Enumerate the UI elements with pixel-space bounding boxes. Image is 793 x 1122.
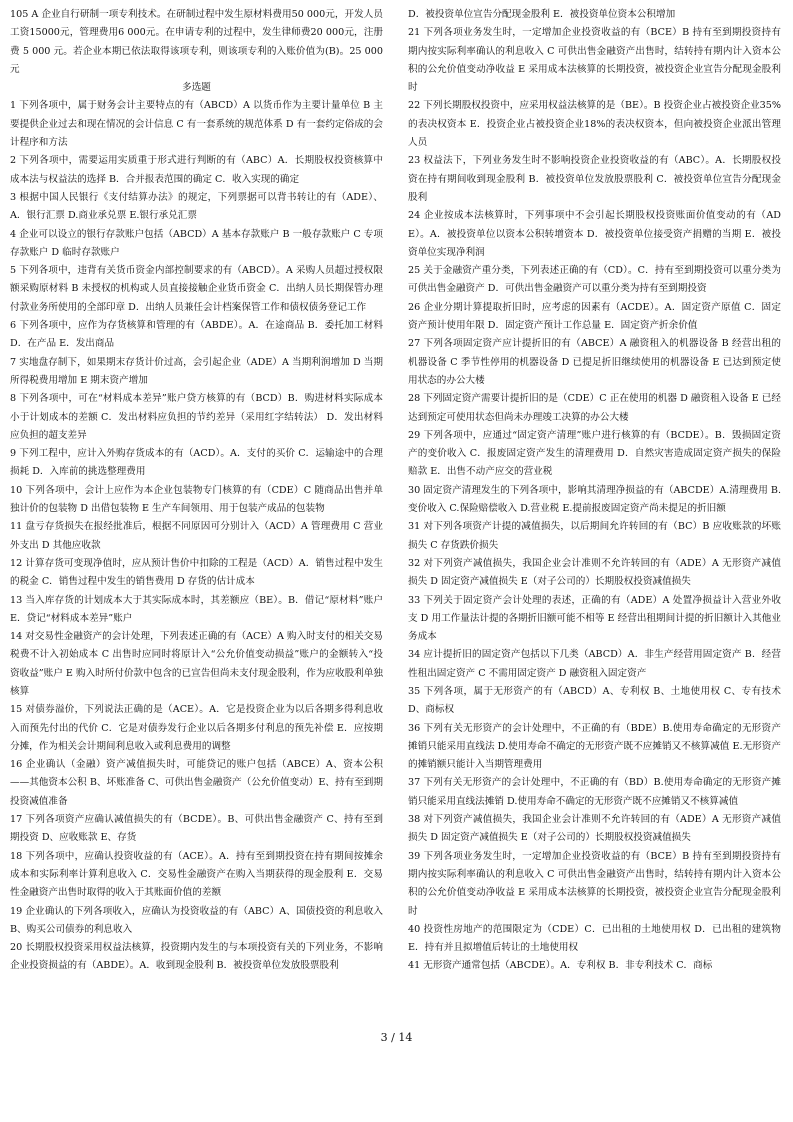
question-paragraph: 7 实地盘存制下，如果期末存货计价过高，会引起企业（ADE）A 当期利润增加 D 当期所得税费用增加 E 期末资产增加	[10, 356, 383, 386]
question-paragraph: 10 下列各项中，会计上应作为本企业包装物专门核算的有（CDE）C 随商品出售并单独计价的包装物 D 出借包装物 E 生产车间领用、用于包装产成品的包装物	[10, 484, 383, 515]
question-paragraph: 33 下列关于固定资产会计处理的表述，正确的有（ADE）A 处置净损益计入营业外收支 D 用工作量法计提的各期折旧额可能不相等 E 经营出租期间计提的折旧额计入其他业务成本	[408, 594, 781, 643]
question-paragraph: 19 企业确认的下列各项收入，应确认为投资收益的有（ABC）A、国债投资的利息收入 B、购买公司债券的利息收入	[10, 905, 383, 935]
question-paragraph: 3 根据中国人民银行《支付结算办法》的规定，下列票据可以背书转让的有（ADE）、A．银行汇票 D.商业承兑票 E.银行承兑汇票	[10, 191, 383, 222]
question-paragraph: 26 企业分期计算提取折旧时，应考虑的因素有（ACDE）。A．固定资产原值 C．固定资产预计使用年限 D．固定资产预计工作总量 E．固定资产折余价值	[408, 301, 781, 332]
page-number: 3 / 14	[380, 1031, 413, 1044]
question-paragraph: 23 权益法下，下列业务发生时不影响投资企业投资收益的有（ABC）。A．长期股权投资在持有期间收到现金股利 B．被投资单位发放股票股利 C．被投资单位宣告分配现金股利	[408, 155, 781, 203]
question-paragraph: D．被投资单位宣告分配现金股利 E．被投资单位资本公积增加	[408, 9, 676, 20]
section-heading: 多选题	[182, 82, 211, 94]
question-paragraph: 29 下列各项中，应通过“固定资产清理”账户进行核算的有（BCDE）。B．毁损固定资产的变价收入 C．报废固定资产发生的清理费用 D．自然灾害造成固定资产损失的保险赔款 E．出售不动产应交的营业税	[408, 429, 781, 478]
question-paragraph: 24 企业按成本法核算时，下列事项中不会引起长期股权投资账面价值变动的有（ADE）。A．被投资单位以资本公积转增资本 D．被投资单位接受资产捐赠的当期 E．被投资单位实现净利润	[408, 210, 781, 258]
question-paragraph: 12 计算存货可变现净值时，应从预计售价中扣除的工程是（ACD）A．销售过程中发生的税金 C．销售过程中发生的销售费用 D 存货的估计成本	[10, 557, 383, 588]
question-paragraph: 1 下列各项中，属于财务会计主要特点的有（ABCD）A 以货币作为主要计量单位 B 主要提供企业过去和现在情况的会计信息 C 有一套系统的规范体系 D 有一套约定俗成的会计程序和方法	[10, 100, 383, 149]
question-paragraph: 31 对下列各项资产计提的减值损失，以后期间允许转回的有（BC）B 应收账款的坏账损失 C 存货跌价损失	[408, 521, 781, 551]
question-paragraph: 38 对下列资产减值损失，我国企业会计准则不允许转回的有（ADE）A 无形资产减值损失 D 固定资产减值损失 E（对子公司的）长期股权投资减值损失	[408, 814, 781, 844]
question-paragraph: 21 下列各项业务发生时，一定增加企业投资收益的有（BCE）B 持有至到期投资持有期内按实际利率确认的利息收入 C 可供出售金融资产出售时，结转持有期内计入资本公积的公允价值变动净收益 E 采用成本法核算的长期投资，被投资企业宣告分配现金股利时	[408, 27, 781, 94]
question-paragraph: 30 固定资产清理发生的下列各项中，影响其清理净损益的有（ABCDE）A.清理费用 B.变价收入 C.保险赔偿收入 D.营业税 E.提前报废固定资产尚未提足的折旧额	[408, 484, 781, 515]
question-paragraph: 32 对下列资产减值损失，我国企业会计准则不允许转回的有（ADE）A 无形资产减值损失 D 固定资产减值损失 E（对子公司的）长期股权投资减值损失	[408, 557, 781, 588]
right-column	[408, 6, 781, 976]
left-column	[10, 6, 383, 976]
question-paragraph: 17 下列各项资产应确认减值损失的有（BCDE）。B、可供出售金融资产 C、持有至到期投资 D、应收账款 E、存货	[10, 814, 383, 844]
question-paragraph: 11 盘亏存货损失在报经批准后，根据不同原因可分别计入（ACD）A 管理费用 C 营业外支出 D 其他应收款	[10, 521, 383, 551]
question-paragraph: 37 下列有关无形资产的会计处理中，不正确的有（BD）B.使用寿命确定的无形资产摊销只能采用直线法摊销 D.使用寿命不确定的无形资产既不应摊销又不核算减值	[408, 777, 781, 807]
question-paragraph: 2 下列各项中，需要运用实质重于形式进行判断的有（ABC）A．长期股权投资核算中成本法与权益法的选择 B．合并报表范围的确定 C．收入实现的确定	[10, 155, 383, 185]
question-paragraph: 13 当入库存货的计划成本大于其实际成本时，其差额应（BE）。B．借记“原材料”账户 E．贷记“材料成本差异”账户	[10, 594, 383, 624]
question-paragraph: 5 下列各项中，违背有关货币资金内部控制要求的有（ABCD）。A 采购人员超过授权限额采购原材料 B 未授权的机构或人员直接接触企业货币资金 C．出纳人员长期保管办理付款业务所使用的全部印章 D．出纳人员兼任会计档案保管工作和债权债务登记工作	[10, 265, 383, 313]
question-paragraph: 16 企业确认（金融）资产减值损失时，可能贷记的账户包括（ABCE）A、资本公积——其他资本公积 B、坏账准备 C、可供出售金融资产（公允价值变动）E、持有至到期投资减值准备	[10, 759, 383, 807]
question-paragraph: 28 下列固定资产需要计提折旧的是（CDE）C 正在使用的机器 D 融资租入设备 E 已经达到预定可使用状态但尚未办理竣工决算的办公大楼	[408, 393, 781, 423]
question-paragraph: 39 下列各项业务发生时，一定增加企业投资收益的有（BCE）B 持有至到期投资持有期内按实际利率确认的利息收入 C 可供出售金融资产出售时，结转持有期内计入资本公积的公允价值变动净收益 E 采用成本法核算的长期投资，被投资企业宣告分配现金股利时	[408, 850, 781, 917]
question-paragraph: 36 下列有关无形资产的会计处理中，不正确的有（BDE）B.使用寿命确定的无形资产摊销只能采用直线法 D.使用寿命不确定的无形资产既不应摊销又不核算减值 E.无形资产的摊销额只能计入当期管理费用	[408, 722, 781, 771]
question-paragraph: 14 对交易性金融资产的会计处理，下列表述正确的有（ACE）A 购入时支付的相关交易税费不计入初始成本 C 出售时应同时将原计入“公允价值变动损益”账户的金额转入“投资收益”账户 E 购入时所付价款中包含的已宣告但尚未支付现金股利，作为应收股利单独核算	[10, 631, 383, 697]
question-paragraph: 6 下列各项中，应作为存货核算和管理的有（ABDE）。A．在途商品 B．委托加工材料 D．在产品 E．发出商品	[10, 320, 383, 350]
question-paragraph: 22 下列长期股权投资中，应采用权益法核算的是（BE）。B 投资企业占被投资企业35%的表决权资本 E．投资企业占被投资企业18%的表决权资本，但向被投资企业派出管理人员	[408, 100, 781, 149]
question-paragraph: 34 应计提折旧的固定资产包括以下几类（ABCD）A．非生产经营用固定资产 B．经营性租出固定资产 C 不需用固定资产 D 融资租入固定资产	[408, 649, 781, 679]
question-paragraph: 4 企业可以设立的银行存款账户包括（ABCD）A 基本存款账户 B 一般存款账户 C 专项存款账户 D 临时存款账户	[10, 228, 383, 258]
question-paragraph: 105 A 企业自行研制一项专利技术。在研制过程中发生原材料费用50 000元，开发人员工资15000元，管理费用6 000元。在申请专利的过程中，发生律师费20 000元，注册费 5 000 元。若企业本期已依法取得该项专利，则该项专利的入账价值为(B)。25 000元	[10, 9, 383, 75]
question-paragraph: 18 下列各项中，应确认投资收益的有（ACE）。A．持有至到期投资在持有期间按摊余成本和实际利率计算利息收入 C．交易性金融资产在购入当期获得的现金股利 E．交易性金融资产出售时取得的收入于其账面价值的差额	[10, 850, 383, 899]
question-paragraph: 9 下列工程中，应计入外购存货成本的有（ACD）。A．支付的买价 C．运输途中的合理损耗 D．入库前的挑选整理费用	[10, 448, 383, 478]
question-paragraph: 41 无形资产通常包括（ABCDE）。A．专利权 B．非专利技术 C．商标	[408, 960, 713, 972]
question-paragraph: 8 下列各项中，可在“材料成本差异”账户贷方核算的有（BCD）B．购进材料实际成本小于计划成本的差额 C．发出材料应负担的节约差异（采用红字结转法） D．发出材料应负担的超支差异	[10, 393, 383, 441]
question-paragraph: 20 长期股权投资采用权益法核算，投资期内发生的与本项投资有关的下列业务，不影响企业投资损益的有（ABDE）。A．收到现金股利 B．被投资单位发放股票股利	[10, 942, 383, 972]
question-paragraph: 25 关于金融资产重分类，下列表述正确的有（CD）。C．持有至到期投资可以重分类为可供出售金融资产 D．可供出售金融资产可以重分类为持有至到期投资	[408, 265, 781, 295]
question-paragraph: 35 下列各项，属于无形资产的有（ABCD）A、专利权 B、土地使用权 C、专有技术 D、商标权	[408, 685, 781, 716]
question-paragraph: 15 对债券溢价，下列说法正确的是（ACE）。A．它是投资企业为以后各期多得利息收入而预先付出的代价 C．它是对债券发行企业以后各期多付利息的预先补偿 E．应按期分摊，作为相关会计期间利息收入或利息费用的调整	[10, 704, 383, 752]
question-paragraph: 27 下列各项固定资产应计提折旧的有（ABCE）A 融资租入的机器设备 B 经营出租的机器设备 C 季节性停用的机器设备 D 已提足折旧继续使用的机器设备 E 已达到预定使用状态的办公大楼	[408, 338, 781, 386]
question-paragraph: 40 投资性房地产的范围限定为（CDE）C．已出租的土地使用权 D．已出租的建筑物 E．持有并且拟增值后转让的土地使用权	[408, 923, 781, 954]
